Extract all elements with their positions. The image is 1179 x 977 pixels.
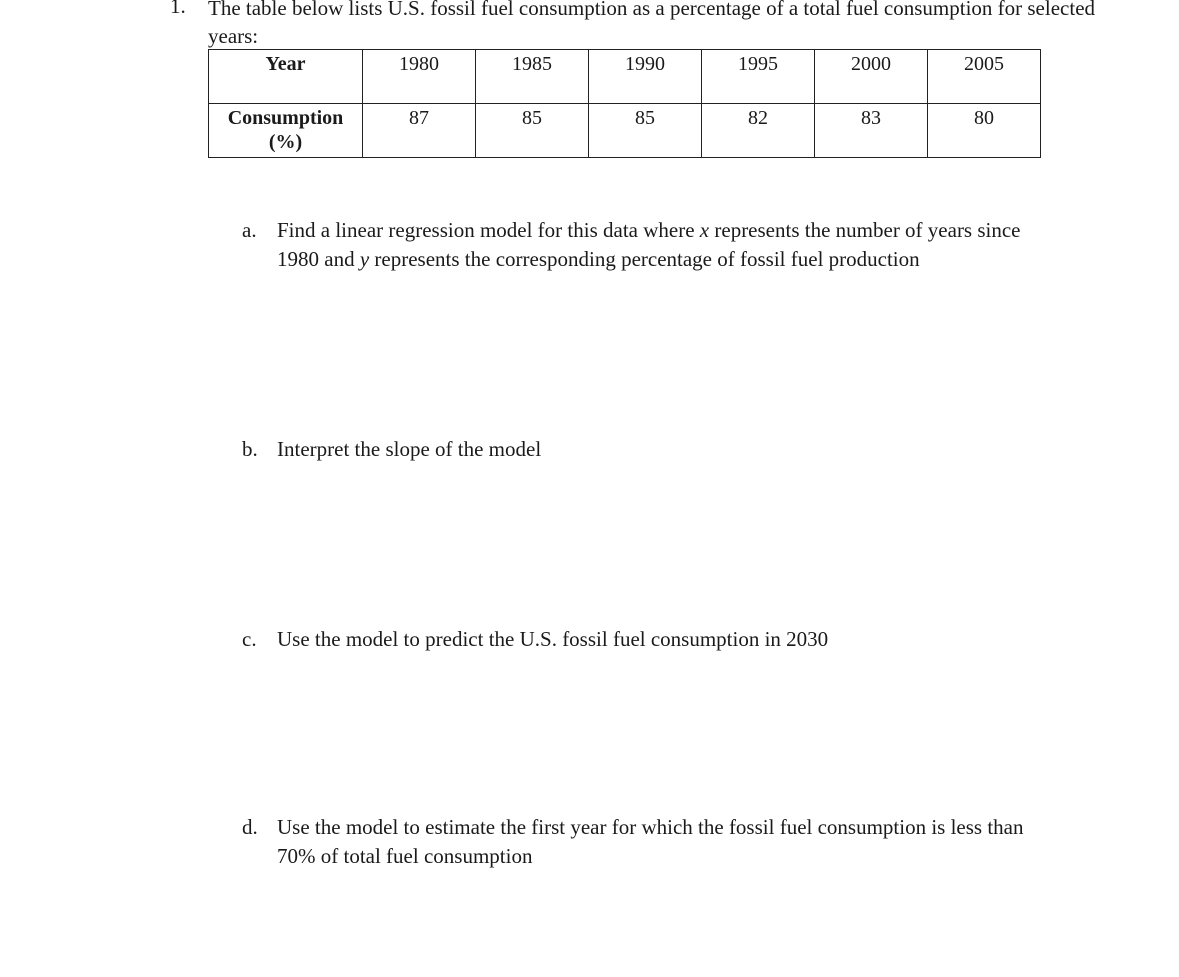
consumption-cell bbox=[815, 104, 928, 158]
consumption-value: 85 bbox=[635, 107, 655, 129]
part-a-text-1: Find a linear regression model for this data where bbox=[277, 218, 700, 242]
part-d-text: Use the model to estimate the first year for which the fossil fuel consumption is less than 70% of total fuel consumption bbox=[277, 815, 1024, 868]
year-cell bbox=[702, 50, 815, 104]
year-header: Year bbox=[265, 53, 306, 75]
part-a-text-2: represents the number of years since 1980 and bbox=[277, 218, 1021, 271]
consumption-cell bbox=[702, 104, 815, 158]
part-a-text-3: represents the corresponding percentage of fossil fuel production bbox=[369, 247, 920, 271]
part-a-text bbox=[277, 216, 1037, 274]
consumption-value: 85 bbox=[522, 107, 542, 129]
part-c-letter: c. bbox=[242, 627, 257, 651]
variable-y: y bbox=[359, 247, 370, 271]
part-c-text: Use the model to predict the U.S. fossil fuel consumption in 2030 bbox=[277, 627, 829, 651]
consumption-cell bbox=[589, 104, 702, 158]
year-cell bbox=[476, 50, 589, 104]
consumption-value: 83 bbox=[861, 107, 881, 129]
consumption-value: 80 bbox=[974, 107, 994, 129]
year-value: 2000 bbox=[851, 53, 891, 75]
part-a-letter: a. bbox=[242, 218, 257, 242]
part-b-letter: b. bbox=[242, 437, 258, 461]
consumption-header-line2: (%) bbox=[268, 131, 303, 153]
consumption-cell bbox=[363, 104, 476, 158]
year-cell bbox=[815, 50, 928, 104]
consumption-value: 82 bbox=[748, 107, 768, 129]
variable-x: x bbox=[699, 218, 710, 242]
consumption-cell bbox=[476, 104, 589, 158]
consumption-header-line1: Consumption bbox=[227, 107, 344, 129]
part-d bbox=[242, 813, 1037, 871]
consumption-header-cell bbox=[209, 104, 363, 158]
consumption-value: 87 bbox=[409, 107, 429, 129]
year-cell bbox=[589, 50, 702, 104]
consumption-header bbox=[209, 104, 362, 154]
year-header-cell bbox=[209, 50, 363, 104]
year-value: 2005 bbox=[964, 53, 1004, 75]
part-d-letter: d. bbox=[242, 815, 258, 839]
question-number: 1. bbox=[170, 0, 186, 18]
part-a bbox=[242, 216, 1037, 274]
year-value: 1985 bbox=[512, 53, 552, 75]
consumption-table bbox=[208, 49, 1041, 158]
part-c bbox=[242, 625, 1037, 654]
year-value: 1995 bbox=[738, 53, 778, 75]
part-b bbox=[242, 435, 1037, 464]
consumption-row bbox=[209, 104, 1041, 158]
year-cell bbox=[928, 50, 1041, 104]
part-b-text: Interpret the slope of the model bbox=[277, 437, 542, 461]
consumption-cell bbox=[928, 104, 1041, 158]
question-intro: The table below lists U.S. fossil fuel consumption as a percentage of a total fuel consumption for selected years: bbox=[208, 0, 1096, 48]
year-value: 1980 bbox=[399, 53, 439, 75]
year-row bbox=[209, 50, 1041, 104]
year-value: 1990 bbox=[625, 53, 665, 75]
year-cell bbox=[363, 50, 476, 104]
